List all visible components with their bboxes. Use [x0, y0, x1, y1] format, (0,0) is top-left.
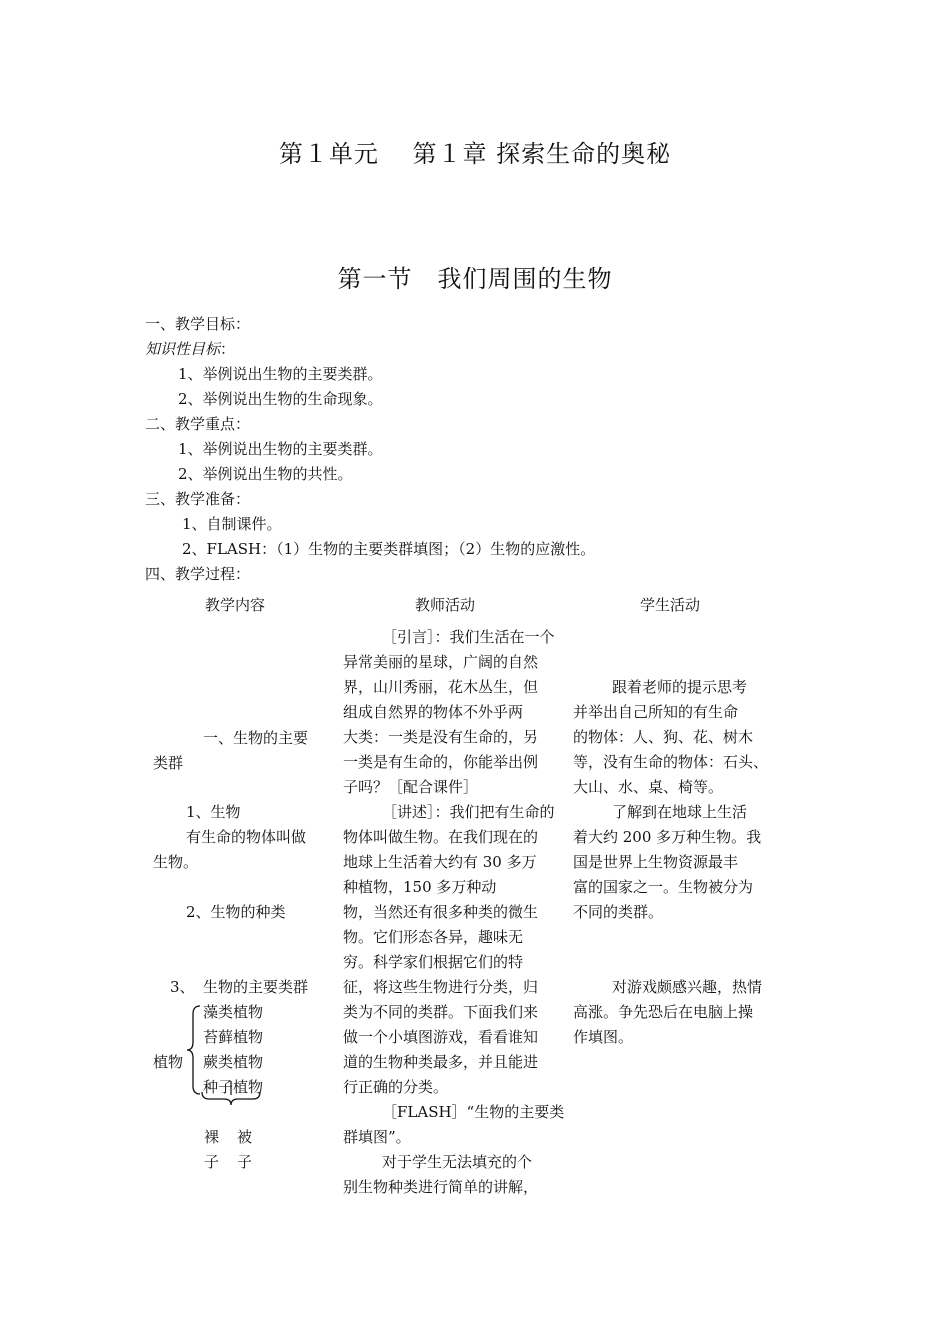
gymnosperm-char-2: 子: [204, 1153, 220, 1171]
chapter-title: 第１单元 第１章 探索生命的奥秘: [278, 140, 672, 168]
plant-group-seed: 种子植物: [203, 1078, 264, 1096]
key-point-2: 2、举例说出生物的共性。: [178, 465, 353, 483]
header-content: 教学内容: [205, 596, 266, 614]
teacher-line: 类为不同的类群。下面我们来: [343, 1003, 539, 1021]
process-heading: 四、教学过程：: [145, 565, 251, 583]
plant-group-moss: 苔藓植物: [203, 1028, 264, 1046]
key-point-1: 1、举例说出生物的主要类群。: [178, 440, 383, 458]
teacher-line: 种植物，150 多万种动: [343, 878, 497, 896]
header-teacher: 教师活动: [415, 596, 476, 614]
plant-group-algae: 藻类植物: [203, 1003, 264, 1021]
teacher-line: 别生物种类进行简单的讲解，: [343, 1178, 539, 1196]
student-line: 作填图。: [573, 1028, 634, 1046]
sub1-definition-a: 有生命的物体叫做: [186, 828, 307, 846]
student-line: 大山、水、桌、椅等。: [573, 778, 724, 796]
angiosperm-char-2: 子: [237, 1153, 253, 1171]
student-line: 不同的类群。: [573, 903, 664, 921]
student-line: 了解到在地球上生活: [612, 803, 748, 821]
student-line: 跟着老师的提示思考: [612, 678, 748, 696]
sub1-heading: 1、生物: [186, 803, 241, 821]
student-activity-2: [573, 800, 761, 925]
student-activity-1: [573, 675, 768, 800]
knowledge-goal: 知识性目标: [145, 340, 221, 358]
teacher-line: 物。它们形态各异，趣味无: [343, 928, 524, 946]
student-line: 国是世界上生物资源最丰: [573, 853, 739, 871]
student-line: 富的国家之一。生物被分为: [573, 878, 754, 896]
plants-brace-icon: [185, 1004, 203, 1096]
student-line: 着大约 200 多万种生物。我: [573, 828, 762, 846]
section-title: 第一节 我们周围的生物: [337, 265, 613, 293]
gymnosperm-char-1: 裸: [204, 1128, 220, 1146]
teacher-line: ［讲述］：我们把有生命的: [382, 803, 555, 821]
sub2-heading: 2、生物的种类: [186, 903, 286, 921]
teacher-line: 组成自然界的物体不外乎两: [343, 703, 524, 721]
teacher-line: 穷。科学家们根据它们的特: [343, 953, 524, 971]
teacher-line: 道的生物种类最多，并且能进: [343, 1053, 539, 1071]
knowledge-goal-line: [145, 337, 235, 362]
teacher-line: 一类是有生命的，你能举出例: [343, 753, 539, 771]
preparation-heading: 三、教学准备：: [145, 490, 251, 508]
sub1-definition-b: 生物。: [153, 853, 199, 871]
header-student: 学生活动: [640, 596, 701, 614]
objective-1: 1、举例说出生物的主要类群。: [178, 365, 383, 383]
teacher-line: 做一个小填图游戏，看看谁知: [343, 1028, 539, 1046]
teacher-line: 征，将这些生物进行分类，归: [343, 978, 539, 996]
plants-label: 植物: [153, 1053, 184, 1071]
objectives-heading: 一、教学目标：: [145, 315, 251, 333]
teacher-line: 异常美丽的星球，广阔的自然: [343, 653, 539, 671]
teacher-line: 物，当然还有很多种类的微生: [343, 903, 539, 921]
item1-line-b: 类群: [153, 754, 184, 772]
student-line: 并举出自己所知的有生命: [573, 703, 739, 721]
student-line: 的物体：人、狗、花、树木: [573, 728, 754, 746]
seed-connector-icon: [228, 1081, 234, 1095]
student-line: 等，没有生命的物体：石头、: [573, 753, 769, 771]
knowledge-goal-colon: ：: [220, 340, 236, 358]
preparation-1: 1、自制课件。: [182, 515, 282, 533]
student-line: 高涨。争先恐后在电脑上操: [573, 1003, 754, 1021]
teacher-line: ［FLASH］“生物的主要类: [382, 1103, 565, 1121]
plant-group-fern: 蕨类植物: [203, 1053, 264, 1071]
student-line: 对游戏颇感兴趣，热情: [612, 978, 763, 996]
sub3-heading: 生物的主要类群: [203, 978, 309, 996]
teacher-line: ［引言］：我们生活在一个: [382, 628, 555, 646]
teacher-line: 界，山川秀丽，花木丛生，但: [343, 678, 539, 696]
teacher-line: 行正确的分类。: [343, 1078, 449, 1096]
sub3-number: 3、: [170, 978, 195, 996]
objective-2: 2、举例说出生物的生命现象。: [178, 390, 383, 408]
angiosperm-char-1: 被: [237, 1128, 253, 1146]
preparation-2: 2、FLASH：（1）生物的主要类群填图；（2）生物的应激性。: [182, 540, 596, 558]
teacher-line: 对于学生无法填充的个: [382, 1153, 533, 1171]
teacher-line: 群填图”。: [343, 1128, 411, 1146]
teacher-line: 地球上生活着大约有 30 多万: [343, 853, 537, 871]
item1-line-a: 一、生物的主要: [203, 729, 309, 747]
teacher-activity: [343, 625, 564, 1200]
key-points-heading: 二、教学重点：: [145, 415, 251, 433]
teacher-line: 大类：一类是没有生命的，另: [343, 728, 539, 746]
student-activity-3: [573, 975, 762, 1050]
teacher-line: 子吗？［配合课件］: [343, 778, 479, 796]
teacher-line: 物体叫做生物。在我们现在的: [343, 828, 539, 846]
